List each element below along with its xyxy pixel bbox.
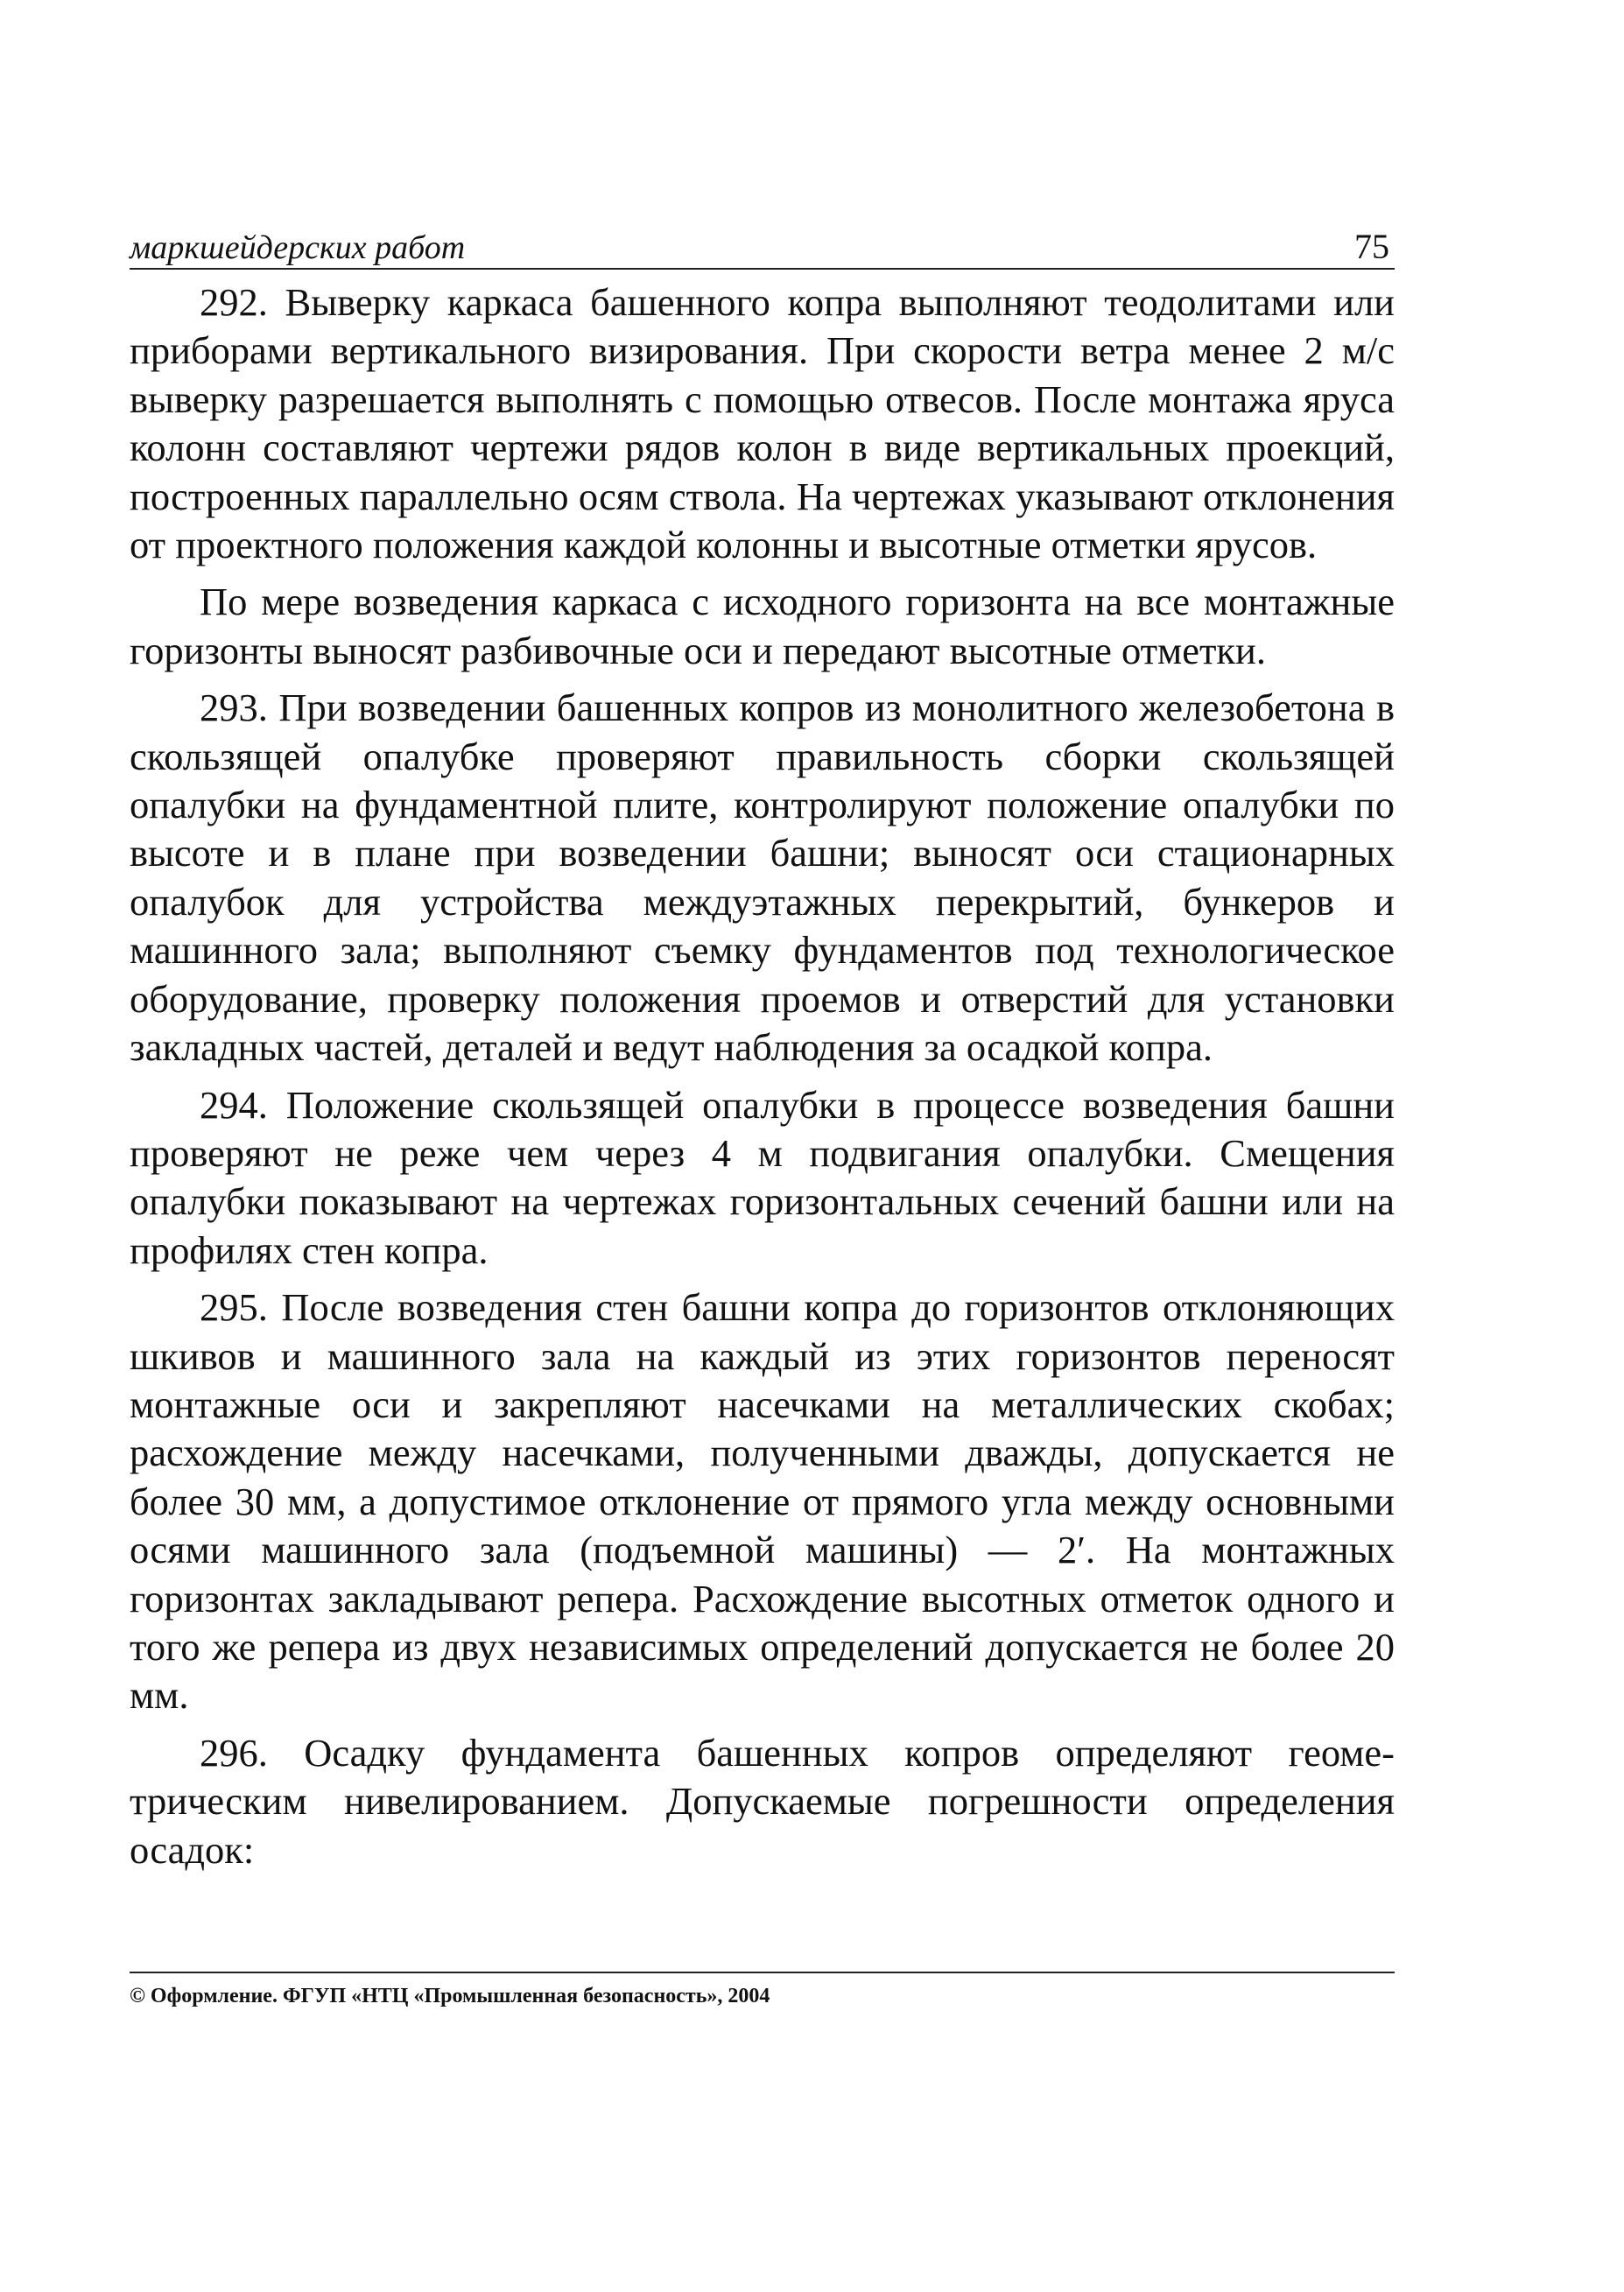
page [130, 219, 1395, 1883]
body-text [130, 278, 1395, 1874]
paragraph-292-continuation: По мере возведения каркаса с исходного горизонта на все монтажные горизонты выносят разбивочные оси и передают высотные отметки. [130, 580, 1395, 672]
paragraph-296: 296. Осадку фундамента башенных копров определяют геометрическим нивелированием. Допускаемые погрешности определения осадок: [130, 1730, 1395, 1872]
running-title: маркшейдерских работ [130, 229, 466, 266]
copyright-footer: © Оформление. ФГУП «НТЦ «Промышленная безопасность», 2004 [130, 1972, 1395, 2007]
paragraph-295: 295. После возведения стен башни копра до горизонтов отклоняющих шкивов и машинного зала на каждый из этих горизонтов переносят монтажные оси и закрепляют насечками на металлических скобах; расхождение между насечками, полученными дважды, допускается не более 30 мм, а допустимое отклонение от прямого угла между основными осями машинного зала (подъемной машины) — 2′. На монтажных горизонтах закладывают репера. Расхождение высотных отметок одного и того же репера из двух независимых определений допускается не более 20 мм. [130, 1285, 1395, 1718]
page-number: 75 [1354, 227, 1389, 266]
paragraph-294: 294. Положение скользящей опалубки в процессе возведения башни проверяют не реже чем через 4 м подвигания опалубки. Смещения опалубки показывают на чертежах горизонтальных сечений башни или на профилях стен копра. [130, 1082, 1395, 1272]
paragraph-292: 292. Выверку каркаса башенного копра выполняют теодолитами или приборами вертикального визирования. При скорости ветра менее 2 м/с выверку разрешается выполнять с помощью отвесов. После монтажа яруса колонн составляют чертежи рядов колон в виде вертикальных проекций, построенных параллельно осям ствола. На чертежах указывают отклонения от проектного положения каждой колонны и высотные отметки ярусов. [130, 280, 1395, 567]
running-header [130, 219, 1395, 270]
paragraph-293: 293. При возведении башенных копров из монолитного железобетона в скользящей опалубке проверяют правильность сборки скользящей опалубки на фундаментной плите, контролируют положение опалубки по высоте и в плане при возведении башни; выносят оси стационарных опалубок для устройства междуэтажных перекрытий, бункеров и машинного зала; выполняют съемку фундаментов под технологическое оборудование, проверку положения проемов и отверстий для установки закладных частей, деталей и ведут наблюдения за осадкой копра. [130, 685, 1395, 1070]
